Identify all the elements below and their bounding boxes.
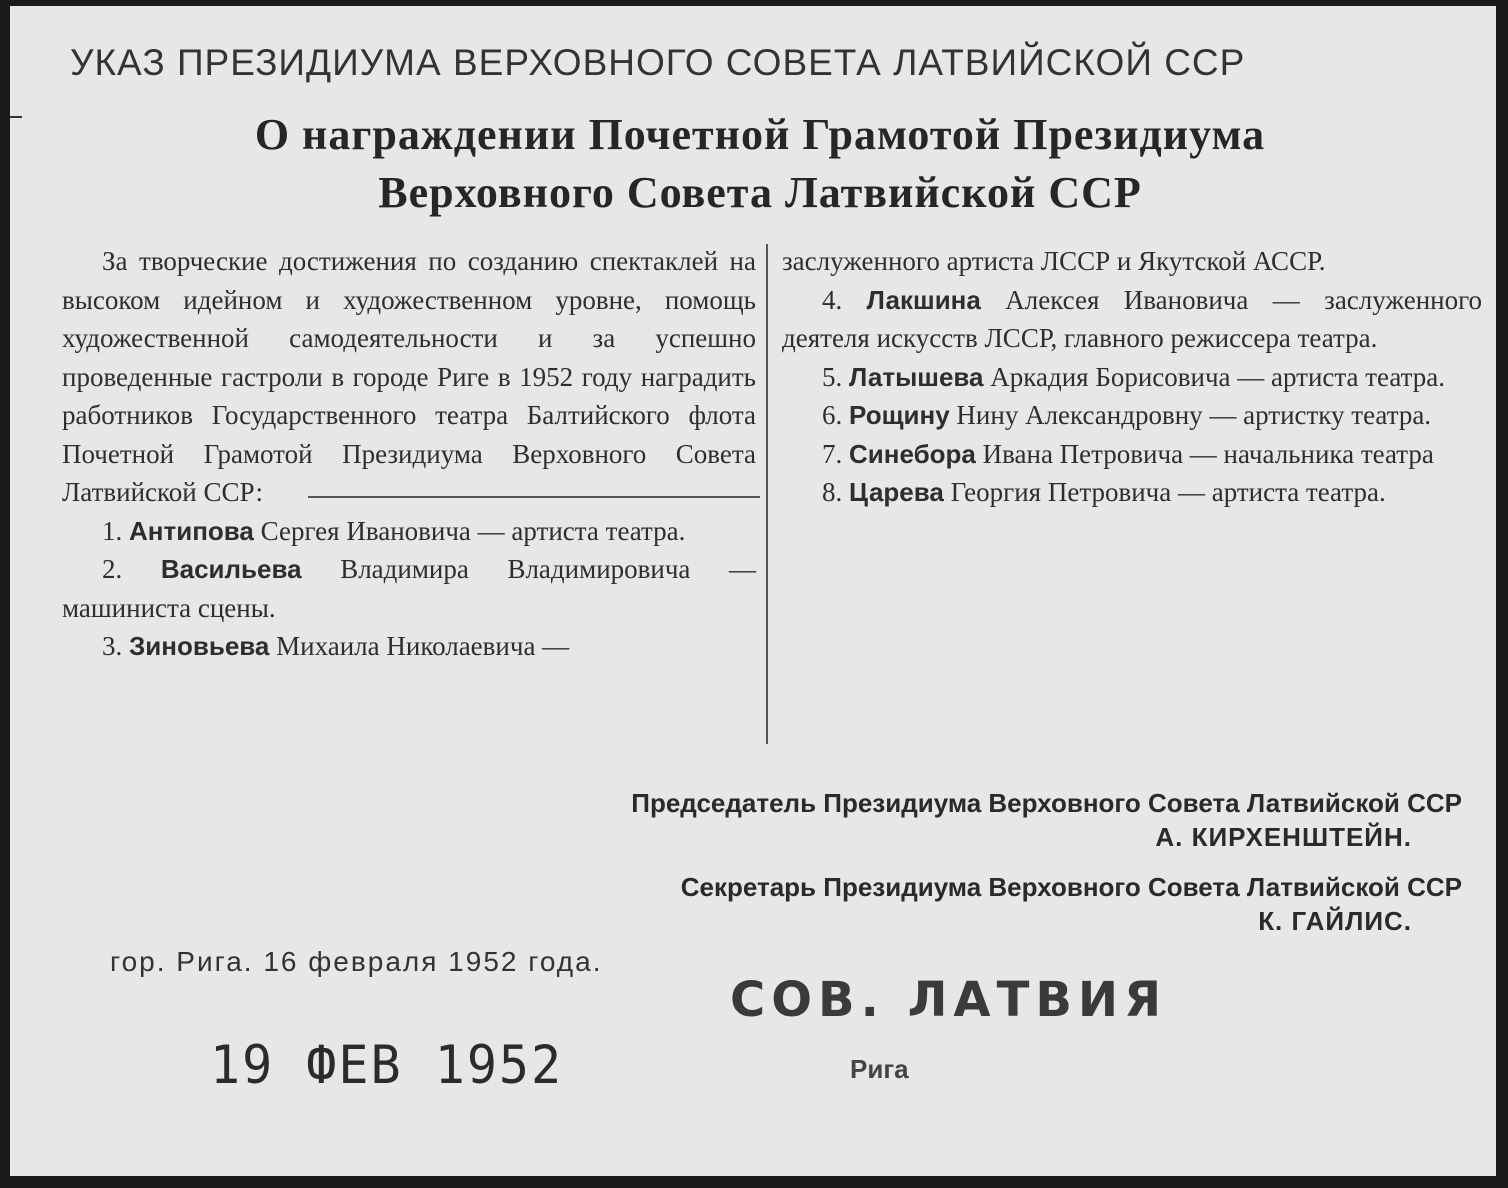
place-and-date: гор. Рига. 16 февраля 1952 года. [110, 946, 603, 977]
awardee-item [62, 627, 756, 666]
headline-line-2: Верховного Совета Латвийской ССР [378, 168, 1142, 217]
pencil-underline [308, 496, 760, 498]
awardee-surname: Латышева [849, 361, 984, 392]
chairman-title: Председатель Президиума Верховного Совета Латвийской ССР [631, 788, 1462, 818]
intro-paragraph: За творческие достижения по созданию спектаклей на высоком идейном и художественном уровне, помощь художественной самодеятельности и за успешно проведенные гастроли в городе Риге в 1952 году наградить работников Государственного театра Балтийского флота Почетной Грамотой Президиума Верховного Совета Латвийской ССР: [62, 246, 756, 507]
newspaper-clipping [10, 6, 1496, 1176]
awardee-item [62, 512, 756, 551]
secretary-title: Секретарь Президиума Верховного Совета Латвийской ССР [680, 872, 1462, 902]
awardee-continuation: заслуженного артиста ЛССР и Якутской АССР. [782, 246, 1326, 276]
awardee-surname: Васильева [160, 554, 302, 584]
column-divider [766, 244, 768, 744]
awardee-surname: Зиновьева [129, 631, 270, 661]
awardee-item [62, 550, 756, 627]
edge-mark [10, 116, 22, 118]
awardee-surname: Царева [849, 477, 944, 507]
awardee-item [782, 473, 1482, 512]
city-stamp: Рига [850, 1054, 909, 1084]
awardee-number: 5. [822, 361, 843, 392]
awardee-surname: Рощину [849, 400, 950, 430]
awardee-details: Михаила Николаевича — [276, 631, 570, 661]
awardee-item [782, 396, 1482, 435]
secretary-name: К. ГАЙЛИС. [1258, 906, 1412, 936]
awardee-details: Аркадия Борисовича — артиста театра. [990, 361, 1446, 392]
chairman-name: А. КИРХЕНШТЕЙН. [1155, 822, 1412, 852]
decree-kicker: УКАЗ ПРЕЗИДИУМА ВЕРХОВНОГО СОВЕТА ЛАТВИЙСКОЙ ССР [70, 42, 1246, 83]
left-column [62, 242, 756, 666]
awardee-number: 7. [822, 438, 843, 469]
awardee-details: Алексея Ивановича — заслуженного деятеля искусств ЛССР, главного режиссера театра. [782, 284, 1482, 353]
secretary-signature [681, 870, 1462, 938]
awardee-surname: Синебора [849, 438, 976, 469]
awardee-details: Владимира Владимировича — машиниста сцены. [62, 554, 756, 623]
received-date-stamp: 19 ФЕВ 1952 [210, 1034, 564, 1096]
awardee-details: Нину Александровну — артистку театра. [956, 400, 1432, 430]
awardee-item [782, 358, 1482, 397]
awardee-number: 3. [102, 631, 123, 661]
awardee-item [782, 281, 1482, 358]
awardee-surname: Антипова [129, 515, 254, 546]
awardee-item [782, 435, 1482, 474]
chairman-signature [631, 786, 1462, 854]
right-column [782, 242, 1482, 512]
headline [50, 106, 1470, 222]
awardee-surname: Лакшина [866, 284, 981, 315]
awardee-number: 1. [102, 515, 123, 546]
awardee-number: 4. [822, 284, 843, 315]
awardee-number: 8. [822, 477, 843, 507]
awardee-details: Ивана Петровича — начальника театра [982, 438, 1434, 469]
awardee-details: Георгия Петровича — артиста театра. [950, 477, 1386, 507]
headline-line-1: О награждении Почетной Грамотой Президиума [254, 110, 1266, 159]
awardee-details: Сергея Ивановича — артиста театра. [260, 515, 686, 546]
awardee-number: 6. [822, 400, 843, 430]
awardee-number: 2. [102, 554, 123, 584]
newspaper-stamp: СОВ. ЛАТВИЯ [730, 972, 1168, 1028]
